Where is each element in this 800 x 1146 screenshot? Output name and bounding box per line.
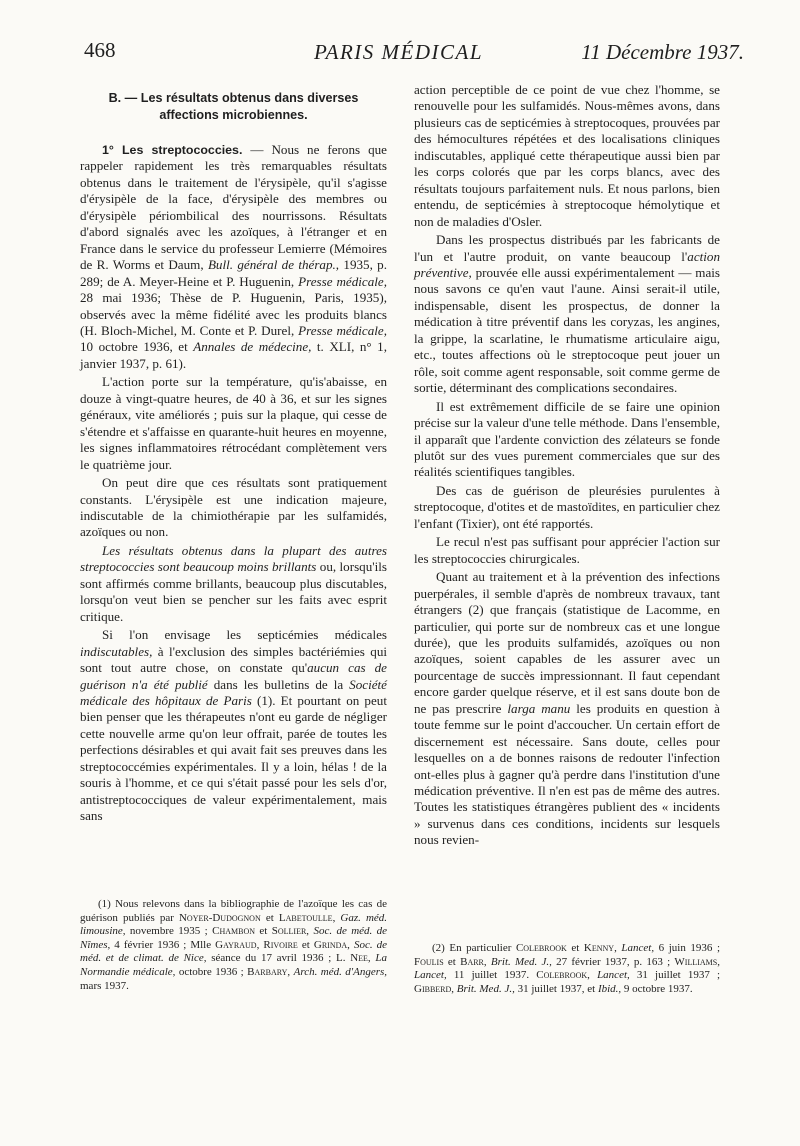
page-number: 468: [84, 38, 116, 62]
paragraph-pleuresies: Des cas de guérison de pleurésies purulentes à streptocoque, d'otites et de mastoïdites, en particulier chez l'enfant (Tixier), ont été rapportés.: [414, 482, 720, 531]
paragraph-action: L'action porte sur la température, qu'is'abaisse, en douze à vingt-quatre heures, de 40 à 36, et sur les signes généraux, vite améliorés ; puis sur la plaque, qui cesse de s'étendre et s'affaisse en quarante-huit heures en moyenne, les signes inflammatoires rétrocédant complètement vers le quatrième jour.: [80, 374, 387, 472]
footnote-1: (1) Nous relevons dans la bibliographie de l'azoïque les cas de guérison publiés par Noyer-Dudognon et Labetoulle, Gaz. méd. limousine, novembre 1935 ; Chambon et Sollier, Soc. de méd. de Nîmes, 4 février 1936 ; Mlle Gayraud, Rivoire et Grinda, Soc. de méd. et de climat. de Nice, séance du 17 avril 1936 ; L. Nee, La Normandie médicale, octobre 1936 ; Barbary, Arch. méd. d'Angers, mars 1937.: [80, 898, 388, 992]
right-column: [414, 82, 720, 849]
paragraph-streptococcies: 1° Les streptococcies. — Nous ne ferons que rappeler rapidement les très remarquables résultats obtenus dans le traitement de l'érysipèle, qu'il s'agisse d'érysipèle de la face, d'érysipèle des membres ou d'érysipèle périombilical des nourrissons. Résultats d'abord signalés avec les azoïques, à l'étranger et en France dans le service du professeur Lemierre (Mémoires de R. Worms et Daum, Bull. général de thérap., 1935, p. 289; de A. Meyer-Heine et P. Huguenin, Presse médicale, 28 mai 1936; Thèse de P. Huguenin, Paris, 1935), observés avec la même fidélité avec les produits blancs (H. Bloch-Michel, M. Conte et P. Durel, Presse médicale, 10 octobre 1936, et Annales de médecine, t. XLI, n° 1, janvier 1937, p. 61).: [80, 142, 388, 371]
paragraph-septicemies: Si l'on envisage les septicémies médicales indiscutables, à l'exclusion des simples bactériémies qui sont tout autre chose, on constate qu'aucun cas de guérison n'a été publié dans les bulletins de la Société médicale des hôpitaux de Paris (1). Et pourtant on peut bien penser que les thérapeutes n'ont eu garde de négliger cette nouvelle arme qu'on leur offrait, parée de toutes les perfections désirables et qui avait fait ses preuves dans les streptococcémies expérimentales. Il y a loin, hélas ! de la souris à l'homme, et ce qui s'était passé pour les sels d'or, antistreptococciques de valeur expérimentalement, mais sans: [80, 627, 387, 824]
paragraph-continued: action perceptible de ce point de vue chez l'homme, se renouvelle pour les sulfamidés. Nous-mêmes avons, dans plusieurs cas de septicémies à streptocoques, prouvées par des hémocultures répétées et des localisations cliniques indiscutables, appliqué cette thérapeutique aussi bien par les corps colorés que par les corps blancs, avec des résultats toujours parfaitement nuls. Et nous parlons, bien entendu, de septicémies à streptocoque hémolytique et non de maladies d'Osler.: [414, 82, 720, 229]
paragraph-recul: Le recul n'est pas suffisant pour apprécier l'action sur les streptococcies chirurgicales.: [414, 534, 720, 566]
left-column: [80, 82, 387, 825]
footnote-2: (2) En particulier Colebrook et Kenny, Lancet, 6 juin 1936 ; Foulis et Barr, Brit. Med. J., 27 février 1937, p. 163 ; Williams, Lancet, 11 juillet 1937. Colebrook, Lancet, 31 juillet 1937 ; Gibberd, Brit. Med. J., 31 juillet 1937, et Ibid., 9 octobre 1937.: [414, 942, 721, 995]
running-header: [84, 36, 744, 72]
section-title: B. — Les résultats obtenus dans diverses affections microbiennes.: [108, 91, 359, 122]
issue-date: 11 Décembre 1937.: [581, 40, 744, 64]
journal-title: PARIS MÉDICAL: [314, 40, 484, 64]
paragraph-results-constant: On peut dire que ces résultats sont pratiquement constants. L'érysipèle est une indication majeure, indiscutable de la chimiothérapie par les sulfamidés, azoïques ou non.: [80, 475, 387, 540]
subheading-streptococcies: 1° Les streptococcies.: [102, 143, 243, 157]
paragraph-other-streptococcies: Les résultats obtenus dans la plupart des autres streptococcies sont beaucoup moins brillants ou, lorsqu'ils sont affirmés comme brillants, beaucoup plus discutables, lorsqu'on veut bien se pencher sur les faits avec esprit critique.: [80, 542, 387, 624]
paragraph-prospectus: Dans les prospectus distribués par les fabricants de l'un et l'autre produit, on vante beaucoup l'action préventive, prouvée elle aussi expérimentalement — mais nous savons ce qu'en vaut l'aune. Ainsi serait-il utile, indispensable, disent les prospectus, de donner la médication à titre préventif dans les coryzas, les angines, la grippe, la scarlatine, le rhumatisme articulaire aigu, etc., toutes affections où le streptocoque peut jouer un rôle, soit comme agent responsable, soit comme germe de sortie, déterminant des complications secondaires.: [414, 232, 720, 396]
paragraph-puerperales: Quant au traitement et à la prévention des infections puerpérales, il semble d'après de nombreux travaux, tant étrangers (2) que français (statistique de Lacomme, en particulier, qui porte sur de nombreux cas et une longue durée), que les produits sulfamidés, azoïques ou non azoïques, soient capables de les assurer avec un pourcentage de succès impressionnant. Il faut cependant encore garder quelque réserve, et il est sans doute bon de ne pas prescrire larga manu les produits en question à toute femme sur le point d'accoucher. Un certain effort de discernement est nécessaire. Sans doute, celles pour lesquelles on a de bonnes raisons de redouter l'infection ont-elles plus à gagner qu'à perdre dans l'institution d'une médication préventive. Il n'en est pas de même des autres. Toutes les statistiques étrangères publient des « incidents » survenus dans ces conditions, incidents sur lesquels nous revien-: [414, 569, 720, 848]
paragraph-opinion: Il est extrêmement difficile de se faire une opinion précise sur la valeur d'une telle méthode. Dans l'ensemble, il apparaît que l'ardente conviction des zélateurs se fonde plutôt sur des vues purement commerciales que sur des réalités scientifiques tangibles.: [414, 398, 720, 480]
